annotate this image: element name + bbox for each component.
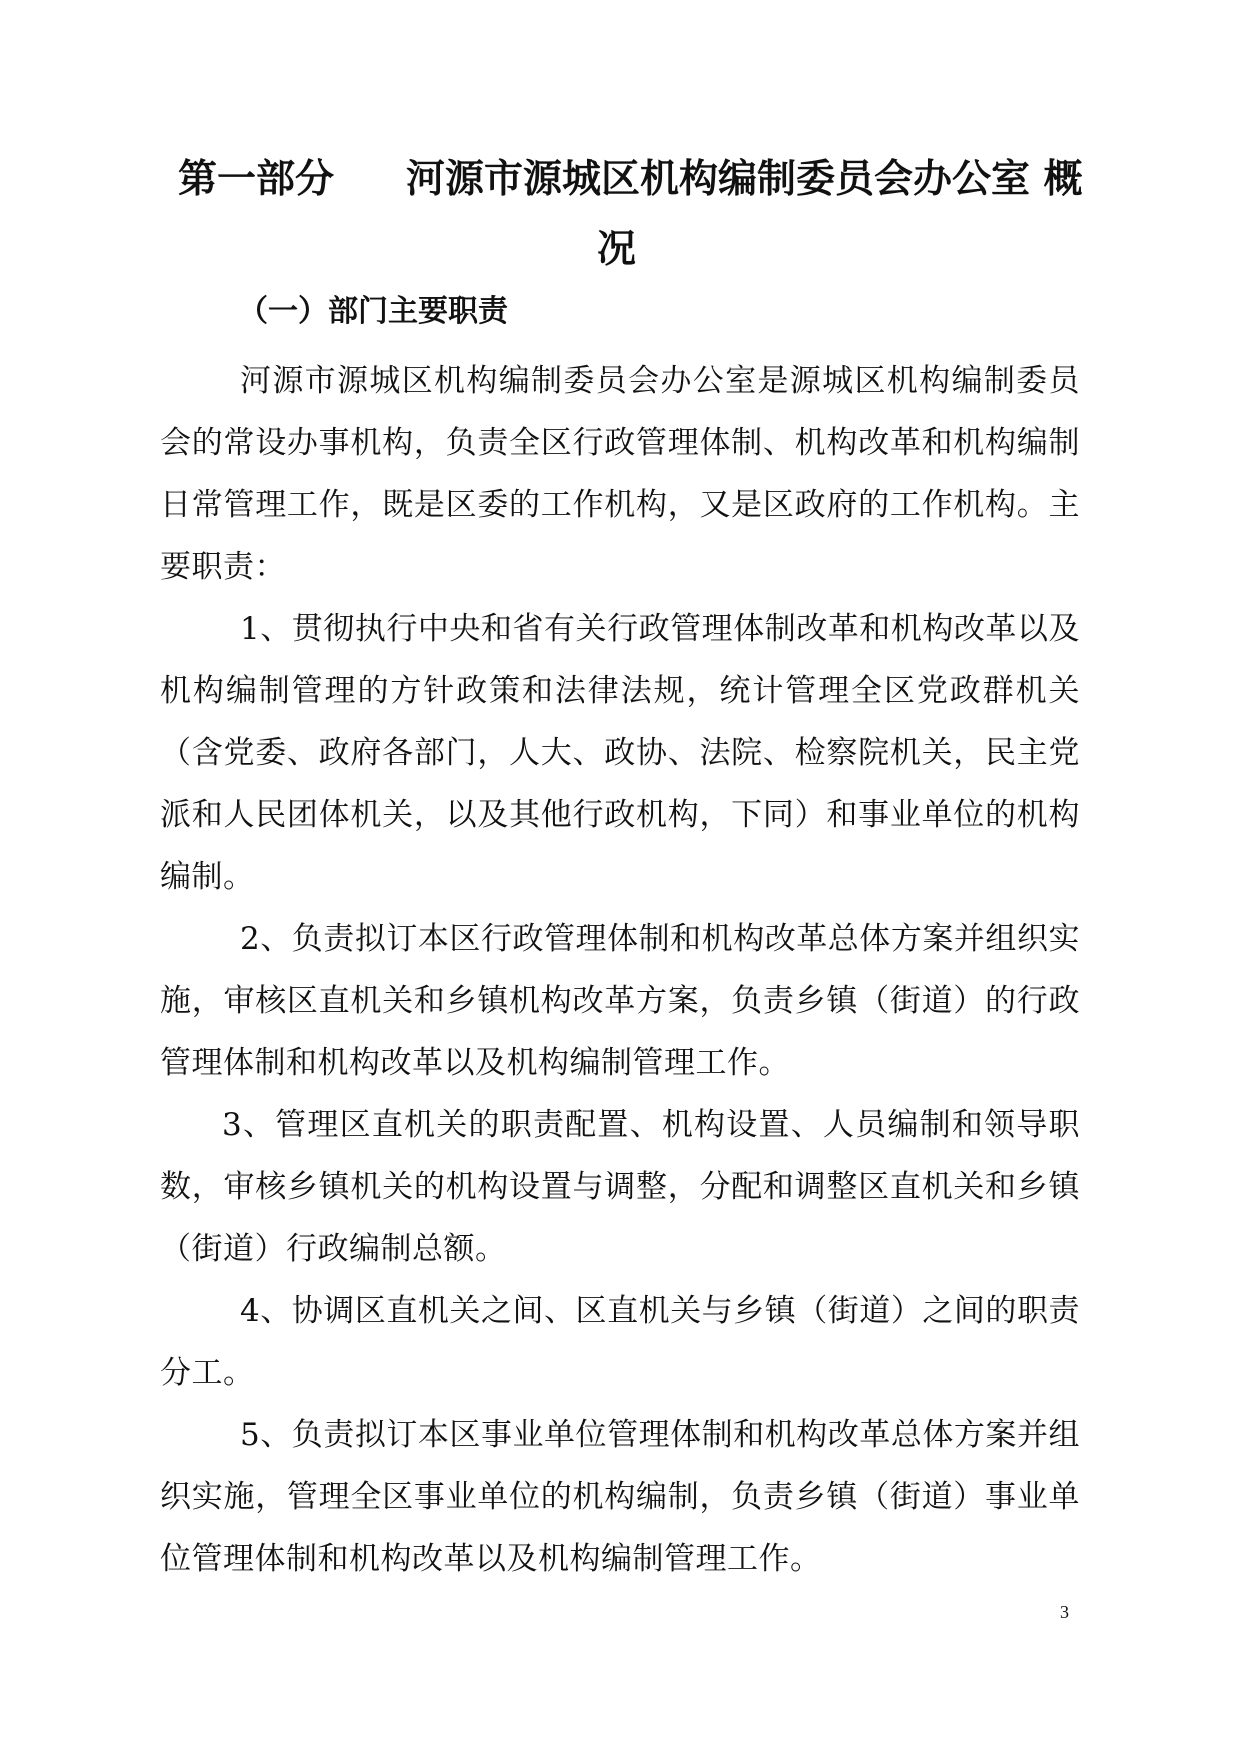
duty-item-5: 5、负责拟订本区事业单位管理体制和机构改革总体方案并组织实施，管理全区事业单位的机构编制，负责乡镇（街道）事业单位管理体制和机构改革以及机构编制管理工作。 <box>160 1417 1080 1577</box>
duty-item-4: 4、协调区直机关之间、区直机关与乡镇（街道）之间的职责分工。 <box>160 1293 1080 1391</box>
duty-item-1: 1、贯彻执行中央和省有关行政管理体制改革和机构改革以及机构编制管理的方针政策和法律法规，统计管理全区党政群机关（含党委、政府各部门，人大、政协、法院、检察院机关，民主党派和人民团体机关，以及其他行政机构，下同）和事业单位的机构编制。 <box>160 611 1080 895</box>
title-part-label: 第一部分 <box>178 157 335 202</box>
section-heading: （一）部门主要职责 <box>238 294 508 329</box>
duty-item-2: 2、负责拟订本区行政管理体制和机构改革总体方案并组织实施，审核区直机关和乡镇机构改革方案，负责乡镇（街道）的行政管理体制和机构改革以及机构编制管理工作。 <box>160 921 1080 1081</box>
title-organization: 河源市源城区机构编制委员会办公室 概 <box>406 157 1083 202</box>
duty-item-3: 3、管理区直机关的职责配置、机构设置、人员编制和领导职数，审核乡镇机关的机构设置与调整，分配和调整区直机关和乡镇（街道）行政编制总额。 <box>160 1107 1080 1267</box>
document-title <box>178 150 1083 210</box>
title-continuation: 况 <box>597 227 637 272</box>
intro-paragraph: 河源市源城区机构编制委员会办公室是源城区机构编制委员会的常设办事机构，负责全区行政管理体制、机构改革和机构编制日常管理工作，既是区委的工作机构，又是区政府的工作机构。主要职责： <box>160 363 1080 585</box>
page-number: 3 <box>1060 1602 1069 1622</box>
